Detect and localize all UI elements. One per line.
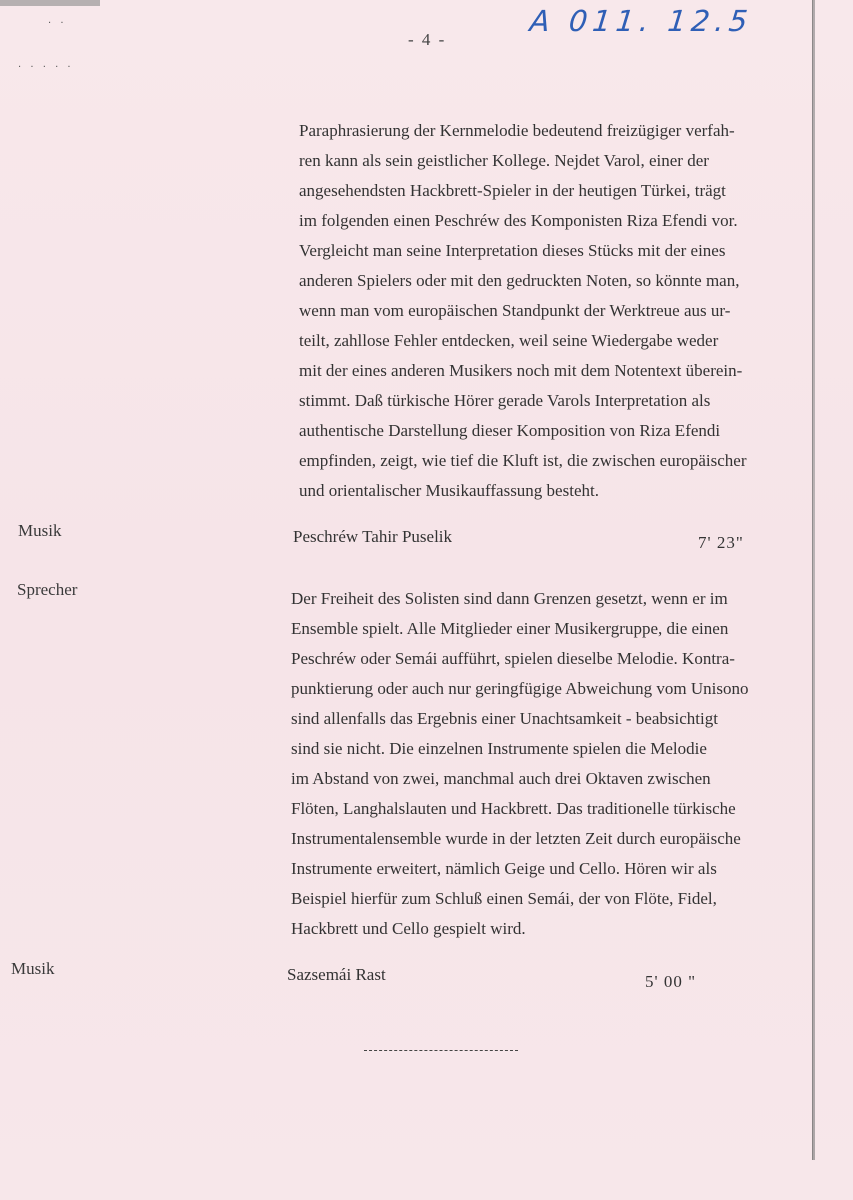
text-line: mit der eines anderen Musikers noch mit dem Notentext überein- <box>299 361 743 380</box>
music-title: Peschréw Tahir Puselik <box>293 527 453 546</box>
music-duration: 7' 23" <box>698 533 744 552</box>
music-duration: 5' 00 " <box>645 972 697 991</box>
text-line: im Abstand von zwei, manchmal auch drei Oktaven zwischen <box>291 769 711 788</box>
text-line: im folgenden einen Peschréw des Komponisten Riza Efendi vor. <box>299 211 738 230</box>
page-number: - 4 - <box>408 30 447 49</box>
text-line: Peschréw oder Semái aufführt, spielen dieselbe Melodie. Kontra- <box>291 649 735 668</box>
text-line: sind sie nicht. Die einzelnen Instrumente spielen die Melodie <box>291 739 707 758</box>
text-line: punktierung oder auch nur geringfügige Abweichung vom Unisono <box>291 679 749 698</box>
text-line: authentische Darstellung dieser Komposition von Riza Efendi <box>299 421 721 440</box>
music-title: Sazsemái Rast <box>287 965 386 984</box>
scan-speck: · · · · · <box>18 62 74 73</box>
text-line: Vergleicht man seine Interpretation dieses Stücks mit der eines <box>299 241 726 260</box>
text-line: stimmt. Daß türkische Hörer gerade Varols Interpretation als <box>299 391 711 410</box>
text-line: ren kann als sein geistlicher Kollege. Nejdet Varol, einer der <box>299 151 709 170</box>
text-line: teilt, zahllose Fehler entdecken, weil seine Wiedergabe weder <box>299 331 719 350</box>
text-line: Ensemble spielt. Alle Mitglieder einer Musikergruppe, die einen <box>291 619 729 638</box>
archive-number: A 011. 12.5 <box>528 4 755 38</box>
text-line: und orientalischer Musikauffassung besteht. <box>299 481 599 500</box>
paragraph-1 <box>299 116 814 506</box>
cue-label-speaker: Sprecher <box>17 580 78 599</box>
closing-separator <box>364 1050 518 1051</box>
text-line: wenn man vom europäischen Standpunkt der Werktreue aus ur- <box>299 301 731 320</box>
cue-label-music: Musik <box>11 959 55 978</box>
scan-edge-mark <box>0 0 100 6</box>
text-line: Instrumentalensemble wurde in der letzten Zeit durch europäische <box>291 829 741 848</box>
text-line: Beispiel hierfür zum Schluß einen Semái, der von Flöte, Fidel, <box>291 889 717 908</box>
text-line: sind allenfalls das Ergebnis einer Unachtsamkeit - beabsichtigt <box>291 709 718 728</box>
scan-speck: · · <box>48 18 67 29</box>
text-line: Der Freiheit des Solisten sind dann Grenzen gesetzt, wenn er im <box>291 589 728 608</box>
text-line: empfinden, zeigt, wie tief die Kluft ist, die zwischen europäischer <box>299 451 747 470</box>
paragraph-2 <box>291 584 811 944</box>
text-line: Instrumente erweitert, nämlich Geige und Cello. Hören wir als <box>291 859 717 878</box>
text-line: angesehendsten Hackbrett-Spieler in der heutigen Türkei, trägt <box>299 181 726 200</box>
text-line: Paraphrasierung der Kernmelodie bedeutend freizügiger verfah- <box>299 121 735 140</box>
text-line: anderen Spielers oder mit den gedruckten Noten, so könnte man, <box>299 271 740 290</box>
text-line: Hackbrett und Cello gespielt wird. <box>291 919 526 938</box>
cue-label-music: Musik <box>18 521 62 540</box>
text-line: Flöten, Langhalslauten und Hackbrett. Das traditionelle türkische <box>291 799 736 818</box>
